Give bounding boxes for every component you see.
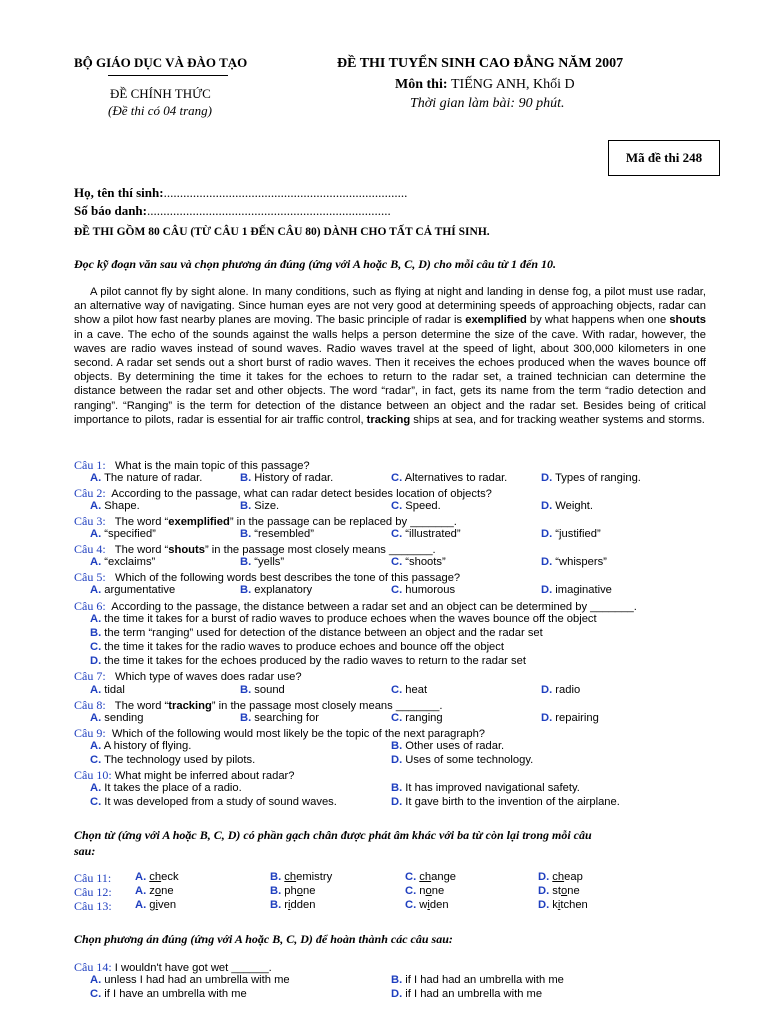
passage-text: by what happens when one bbox=[526, 314, 670, 327]
passage-text: ships at sea, and for tracking weather systems and storms. bbox=[410, 413, 705, 426]
option-a[interactable]: A. “exclaims” bbox=[90, 556, 156, 568]
candidate-name-dots: ........................................................................... bbox=[163, 185, 408, 200]
reading-instruction: Đọc kỹ đoạn văn sau và chọn phương án đúng (ứng với A hoặc B, C, D) cho mỗi câu từ 1 đến 10. bbox=[74, 257, 557, 271]
question-number: Câu 9: bbox=[74, 726, 106, 740]
option-b[interactable]: B. “resembled” bbox=[240, 528, 314, 540]
official-label: ĐỀ CHÍNH THỨC bbox=[110, 86, 211, 101]
passage-keyword: tracking bbox=[366, 413, 411, 426]
option-a[interactable]: A. the time it takes for a burst of radio waves to produce echoes when the waves bounce off the object bbox=[90, 613, 597, 625]
option-b[interactable]: B. if I had had an umbrella with me bbox=[391, 974, 564, 986]
exam-code: Mã đề thi 248 bbox=[625, 150, 703, 165]
question-stem bbox=[74, 570, 460, 585]
question-text: Which type of waves does radar use? bbox=[115, 671, 302, 683]
option-c[interactable]: C. “shoots” bbox=[391, 556, 446, 568]
question-stem bbox=[74, 486, 492, 501]
passage-text: in a cave. The echo of the sounds against the walls helps a person determine the size of the cave. With radar, however, the waves are radio waves instead of sound waves. Radio waves travel at the speed of light, about 300,000 kilometers in one second. A radar set sends out a short burst of radio waves. Then it receives the echoes produced when the waves bounce off objects. By determining the time it takes for the echoes to return to the radar set, a trained technician can determine the distance between the radar set and other objects. The word “radar”, in fact, gets its name from the term “radio detection and ranging”. “Ranging” is the term for detection of the distance between an object and the radar set. Besides being of critical importance to pilots, radar is essential for air traffic control, bbox=[74, 328, 706, 426]
page-count: (Đề thi có 04 trang) bbox=[108, 103, 212, 118]
candidate-id-row bbox=[74, 202, 407, 220]
question-keyword: tracking bbox=[168, 700, 212, 712]
question-stem bbox=[74, 960, 272, 975]
question-keyword: exemplified bbox=[168, 516, 230, 528]
option-d[interactable]: D. “justified” bbox=[541, 528, 601, 540]
option-b[interactable]: B. “yells” bbox=[240, 556, 285, 568]
option-d[interactable]: D. Types of ranging. bbox=[541, 472, 641, 484]
header-divider bbox=[108, 75, 228, 76]
option-d[interactable]: D. It gave birth to the invention of the airplane. bbox=[391, 796, 620, 808]
option-b[interactable]: B. History of radar. bbox=[240, 472, 334, 484]
question-number: Câu 6: bbox=[74, 599, 106, 613]
exam-duration: Thời gian làm bài: 90 phút. bbox=[410, 96, 565, 111]
option-d[interactable]: D. imaginative bbox=[541, 584, 612, 596]
question-text: I wouldn't have got wet ______. bbox=[114, 962, 272, 974]
option-a[interactable]: A. It takes the place of a radio. bbox=[90, 782, 242, 794]
question-number: Câu 1: bbox=[74, 458, 106, 472]
option-c[interactable]: C. the time it takes for the radio waves to produce echoes and bounce off the object bbox=[90, 641, 504, 653]
passage-keyword: shouts bbox=[669, 314, 706, 327]
question-number: Câu 8: bbox=[74, 698, 106, 712]
question-stem: Câu 3: The word “exemplified” in the passage can be replaced by _______. bbox=[74, 514, 457, 528]
option-a[interactable]: A. tidal bbox=[90, 684, 125, 696]
option-d[interactable]: D. radio bbox=[541, 684, 581, 696]
option-a[interactable]: A. The nature of radar. bbox=[90, 472, 203, 484]
option-a[interactable]: A. Shape. bbox=[90, 500, 140, 512]
question-number: Câu 11: bbox=[74, 871, 112, 885]
question-stem: Câu 8: The word “tracking” in the passage most closely means _______. bbox=[74, 698, 443, 712]
question-stem bbox=[74, 768, 295, 783]
question-text: Which of the following words best describes the tone of this passage? bbox=[115, 572, 461, 584]
question-number: Câu 12: bbox=[74, 885, 112, 899]
candidate-info bbox=[74, 184, 407, 220]
option-c[interactable]: C. if I have an umbrella with me bbox=[90, 988, 247, 1000]
candidate-id-label: Số báo danh: bbox=[74, 203, 147, 218]
option-c[interactable]: C. humorous bbox=[391, 584, 456, 596]
candidate-id-dots: ........................................................................... bbox=[146, 203, 391, 218]
exam-subject bbox=[395, 77, 575, 93]
subject-name: TIẾNG ANH, Khối D bbox=[451, 77, 575, 92]
option-c[interactable]: C. change bbox=[405, 871, 457, 883]
question-stem bbox=[74, 599, 637, 614]
question-number: Câu 13: bbox=[74, 899, 112, 913]
option-d[interactable]: D. repairing bbox=[541, 712, 599, 724]
option-a[interactable]: A. A history of flying. bbox=[90, 740, 192, 752]
option-c[interactable]: C. “illustrated” bbox=[391, 528, 461, 540]
exam-notice: ĐỀ THI GỒM 80 CÂU (TỪ CÂU 1 ĐẾN CÂU 80) DÀNH CHO TẤT CẢ THÍ SINH. bbox=[74, 226, 490, 238]
pronunciation-instruction-cont: sau: bbox=[74, 844, 96, 858]
question-keyword: shouts bbox=[168, 544, 205, 556]
question-number: Câu 2: bbox=[74, 486, 106, 500]
option-b[interactable]: B. explanatory bbox=[240, 584, 313, 596]
option-b[interactable]: B. Size. bbox=[240, 500, 280, 512]
question-text: According to the passage, the distance between a radar set and an object can be determined by _______. bbox=[111, 601, 637, 613]
option-c[interactable]: C. heat bbox=[391, 684, 428, 696]
option-d[interactable]: D. “whispers” bbox=[541, 556, 607, 568]
option-d[interactable]: D. kitchen bbox=[538, 899, 588, 911]
option-c[interactable]: C. Speed. bbox=[391, 500, 441, 512]
option-b[interactable]: B. chemistry bbox=[270, 871, 333, 883]
option-b[interactable]: B. phone bbox=[270, 885, 316, 897]
question-stem bbox=[74, 458, 310, 473]
option-a[interactable]: A. sending bbox=[90, 712, 144, 724]
reading-passage bbox=[74, 285, 706, 427]
option-b[interactable]: B. sound bbox=[240, 684, 285, 696]
option-d[interactable]: D. cheap bbox=[538, 871, 583, 883]
option-a[interactable]: A. given bbox=[135, 899, 177, 911]
ministry-name: BỘ GIÁO DỤC VÀ ĐÀO TẠO bbox=[74, 55, 248, 70]
candidate-name-label: Họ, tên thí sinh: bbox=[74, 185, 164, 200]
candidate-name-row bbox=[74, 184, 407, 202]
option-c[interactable]: C. It was developed from a study of sound waves. bbox=[90, 796, 337, 808]
question-number: Câu 7: bbox=[74, 669, 106, 683]
passage-keyword: exemplified bbox=[465, 314, 527, 327]
question-text: According to the passage, what can radar detect besides location of objects? bbox=[111, 488, 492, 500]
option-b[interactable]: B. ridden bbox=[270, 899, 316, 911]
question-stem: Câu 4: The word “shouts” in the passage most closely means _______. bbox=[74, 542, 436, 556]
question-text: What might be inferred about radar? bbox=[114, 770, 295, 782]
option-a[interactable]: A. zone bbox=[135, 885, 174, 897]
option-d[interactable]: D. if I had an umbrella with me bbox=[391, 988, 543, 1000]
question-stem bbox=[74, 669, 302, 684]
question-number: Câu 4: bbox=[74, 542, 106, 556]
question-text: What is the main topic of this passage? bbox=[115, 460, 310, 472]
subject-prefix: Môn thi: bbox=[395, 77, 451, 92]
option-b[interactable]: B. searching for bbox=[240, 712, 319, 724]
option-a[interactable]: A. “specified” bbox=[90, 528, 156, 540]
completion-instruction: Chọn phương án đúng (ứng với A hoặc B, C, D) để hoàn thành các câu sau: bbox=[74, 932, 453, 946]
exam-code-box bbox=[608, 140, 720, 176]
option-c[interactable]: C. Alternatives to radar. bbox=[391, 472, 508, 484]
option-a[interactable]: A. unless I had had an umbrella with me bbox=[90, 974, 290, 986]
option-c[interactable]: C. none bbox=[405, 885, 445, 897]
option-c[interactable]: C. widen bbox=[405, 899, 449, 911]
question-number: Câu 5: bbox=[74, 570, 106, 584]
option-b[interactable]: B. Other uses of radar. bbox=[391, 740, 505, 752]
pronunciation-instruction: Chọn từ (ứng với A hoặc B, C, D) có phần gạch chân được phát âm khác với ba từ còn lại trong mỗi câu bbox=[74, 828, 592, 842]
option-a[interactable]: A. argumentative bbox=[90, 584, 176, 596]
option-d[interactable]: D. Uses of some technology. bbox=[391, 754, 534, 766]
option-b[interactable]: B. the term “ranging” used for detection of the distance between an object and the radar set bbox=[90, 627, 543, 639]
question-number: Câu 3: bbox=[74, 514, 106, 528]
option-d[interactable]: D. stone bbox=[538, 885, 580, 897]
question-number: Câu 10: bbox=[74, 768, 112, 782]
option-d[interactable]: D. the time it takes for the echoes produced by the radio waves to return to the radar set bbox=[90, 655, 526, 667]
option-b[interactable]: B. It has improved navigational safety. bbox=[391, 782, 580, 794]
option-c[interactable]: C. ranging bbox=[391, 712, 443, 724]
option-d[interactable]: D. Weight. bbox=[541, 500, 594, 512]
option-a[interactable]: A. check bbox=[135, 871, 179, 883]
question-stem bbox=[74, 726, 485, 741]
question-number: Câu 14: bbox=[74, 960, 112, 974]
question-text: Which of the following would most likely be the topic of the next paragraph? bbox=[111, 728, 486, 740]
option-c[interactable]: C. The technology used by pilots. bbox=[90, 754, 256, 766]
exam-title: ĐỀ THI TUYỂN SINH CAO ĐẲNG NĂM 2007 bbox=[337, 56, 624, 71]
passage-text: A pilot cannot fly by sight alone. In many conditions, such as flying at night and landing in dense fog, a pilot must use radar, an alternative way of navigating. Since human eyes are not very good at determining speeds of approaching objects, radar can show a pilot how fast nearby planes are moving. The basic principle of radar is bbox=[74, 286, 706, 327]
